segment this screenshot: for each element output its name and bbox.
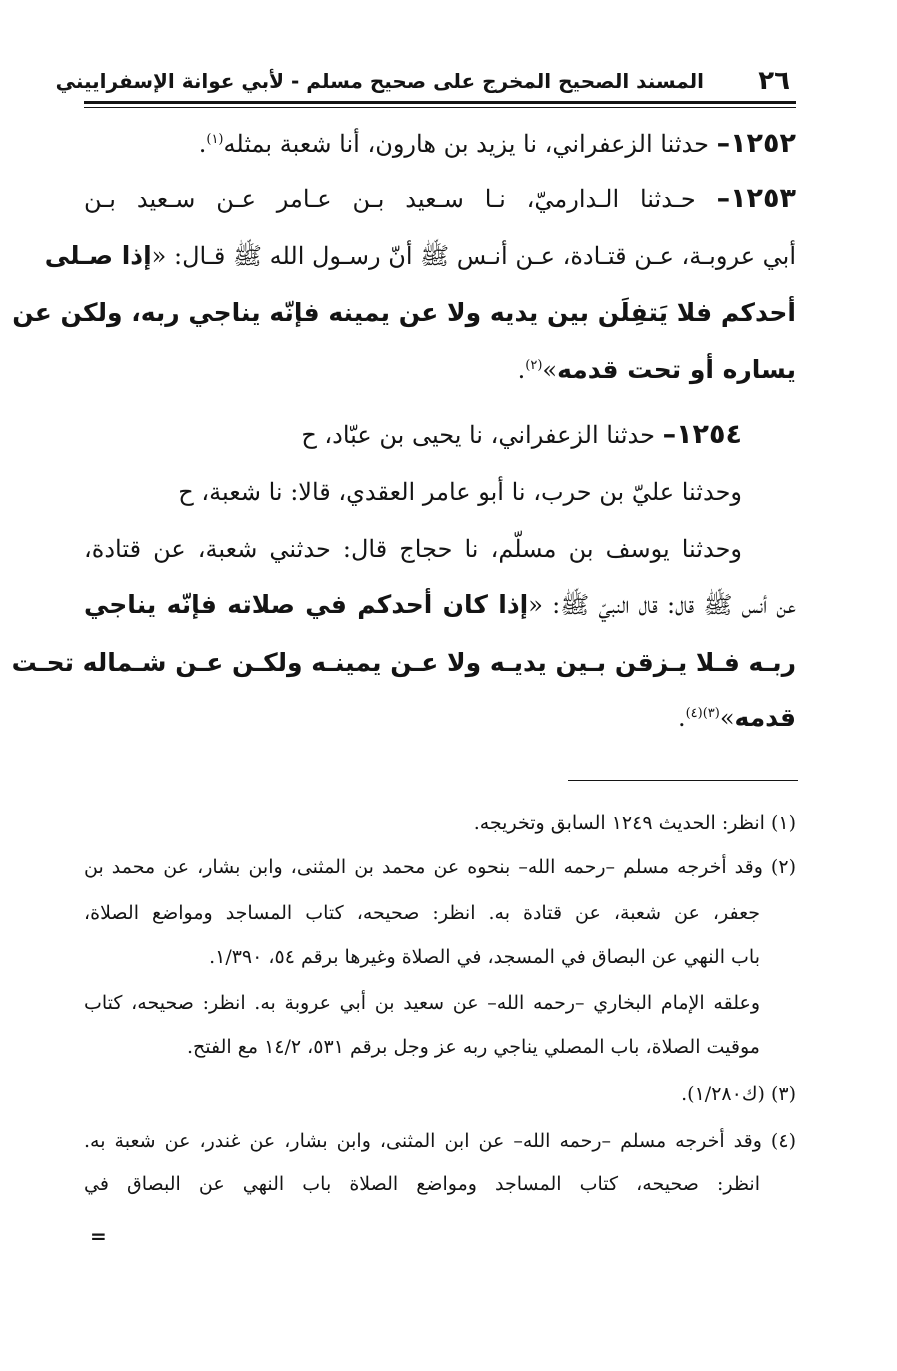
hadith-text: وحدثنا يوسف بن مسلّم، نا حجاج قال: حدثني شعبة، عن قتادة، <box>84 535 742 563</box>
footnote-text: جعفر، عن شعبة، عن قتادة به. انظر: صحيحه، كتاب المساجد ومواضع الصلاة، <box>84 902 760 924</box>
hadith-1253-line-1 <box>84 183 796 214</box>
footnote-ref: (٢) <box>525 358 543 373</box>
page-header <box>55 66 796 100</box>
footnote-text: موقيت الصلاة، باب المصلي يناجي ربه عز وجل برقم ٥٣١، ١٤/٢ مع الفتح. <box>186 1036 760 1058</box>
footnote-2-line-4 <box>84 992 796 1014</box>
footnote-2-line-3 <box>84 946 796 968</box>
footnote-2-line-2 <box>84 902 796 924</box>
hadith-text: حدثنا الزعفراني، نا يزيد بن هارون، أنا شعبة بمثله <box>223 130 717 158</box>
full-stop: . <box>198 130 207 158</box>
hadith-text: أبي عروبـة، عـن قتـادة، عـن أنـس ﷺ أنّ رسـول الله ﷺ قـال: « <box>151 242 796 270</box>
hadith-1254-line-1 <box>84 419 796 450</box>
footnote-separator <box>568 780 798 781</box>
footnote-3: (٣) (ك١/٢٨٠). <box>681 1083 796 1105</box>
footnote-2-line-5 <box>84 1036 796 1058</box>
hadith-1253-line-4 <box>84 355 796 384</box>
hadith-matn: يساره أو تحت قدمه <box>557 355 796 384</box>
continuation-mark: = <box>90 1224 107 1248</box>
hadith-1254-line-4 <box>84 590 796 625</box>
hadith-1254-line-2 <box>84 478 796 506</box>
hadith-matn: ربـه فـلا يـزقن بـين يديـه ولا عـن يمينـه ولكـن عـن شـماله تحـت <box>11 648 796 677</box>
footnote-4-line-1: (٤) وقد أخرجه مسلم –رحمه الله– عن ابن المثنى، وابن بشار، عن غندر، عن شعبة به. <box>84 1130 796 1152</box>
hadith-1252 <box>84 128 796 159</box>
full-stop: . <box>517 356 526 384</box>
hadith-1254-line-6 <box>84 703 796 732</box>
full-stop: . <box>677 704 686 732</box>
hadith-1254-line-5 <box>11 648 796 677</box>
hadith-1253-line-2 <box>44 241 796 276</box>
hadith-matn: إذا كان أحدكم في صلاته فإنّه يناجي <box>84 590 529 619</box>
footnote-refs: (٣)(٤) <box>685 706 720 721</box>
hadith-matn: إذا صـلى <box>44 241 152 270</box>
footnote-4-line-2 <box>84 1173 796 1195</box>
closing-quote: » <box>719 704 735 732</box>
footnote-text: انظر: صحيحه، كتاب المساجد ومواضع الصلاة باب النهي عن البصاق في <box>84 1173 760 1195</box>
hadith-text: وحدثنا عليّ بن حرب، نا أبو عامر العقدي، قالا: نا شعبة، ح <box>178 478 742 506</box>
header-rule <box>84 101 796 104</box>
hadith-text: حـدثنا الـدارميّ، نـا سـعيد بـن عـامر عـن سـعيد بـن <box>84 185 717 213</box>
footnote-text: باب النهي عن البصاق في المسجد، في الصلاة وغيرها برقم ٥٤، ١/٣٩٠. <box>209 946 760 968</box>
footnote-1: (١) انظر: الحديث ١٢٤٩ السابق وتخريجه. <box>473 812 796 834</box>
closing-quote: » <box>542 356 558 384</box>
page-number: ٢٦ <box>758 66 790 96</box>
hadith-1254-line-3 <box>84 535 796 563</box>
hadith-text: عن أنس ﷺ قال: قال النبيّ ﷺ: « <box>528 591 796 619</box>
footnote-text: وعلقه الإمام البخاري –رحمه الله– عن سعيد بن أبي عروبة به. انظر: صحيحه، كتاب <box>84 992 760 1014</box>
running-title: المسند الصحيح المخرج على صحيح مسلم - لأبي عوانة الإسفراييني <box>55 69 704 93</box>
hadith-number: ١٢٥٤– <box>662 419 742 450</box>
hadith-text: حدثنا الزعفراني، نا يحيى بن عبّاد، ح <box>301 421 663 449</box>
footnote-ref: (١) <box>206 132 224 147</box>
hadith-1253-line-3 <box>12 298 796 327</box>
hadith-matn: قدمه <box>734 703 796 732</box>
hadith-number: ١٢٥٣– <box>716 183 796 214</box>
hadith-number: ١٢٥٢– <box>716 128 796 159</box>
footnote-2-line-1: (٢) وقد أخرجه مسلم –رحمه الله– بنحوه عن محمد بن المثنى، وابن بشار، عن محمد بن <box>84 856 796 878</box>
hadith-matn: أحدكم فلا يَتفِلَن بين يديه ولا عن يمينه فإنّه يناجي ربه، ولكن عن <box>12 298 796 327</box>
header-rule-thin <box>84 107 796 108</box>
